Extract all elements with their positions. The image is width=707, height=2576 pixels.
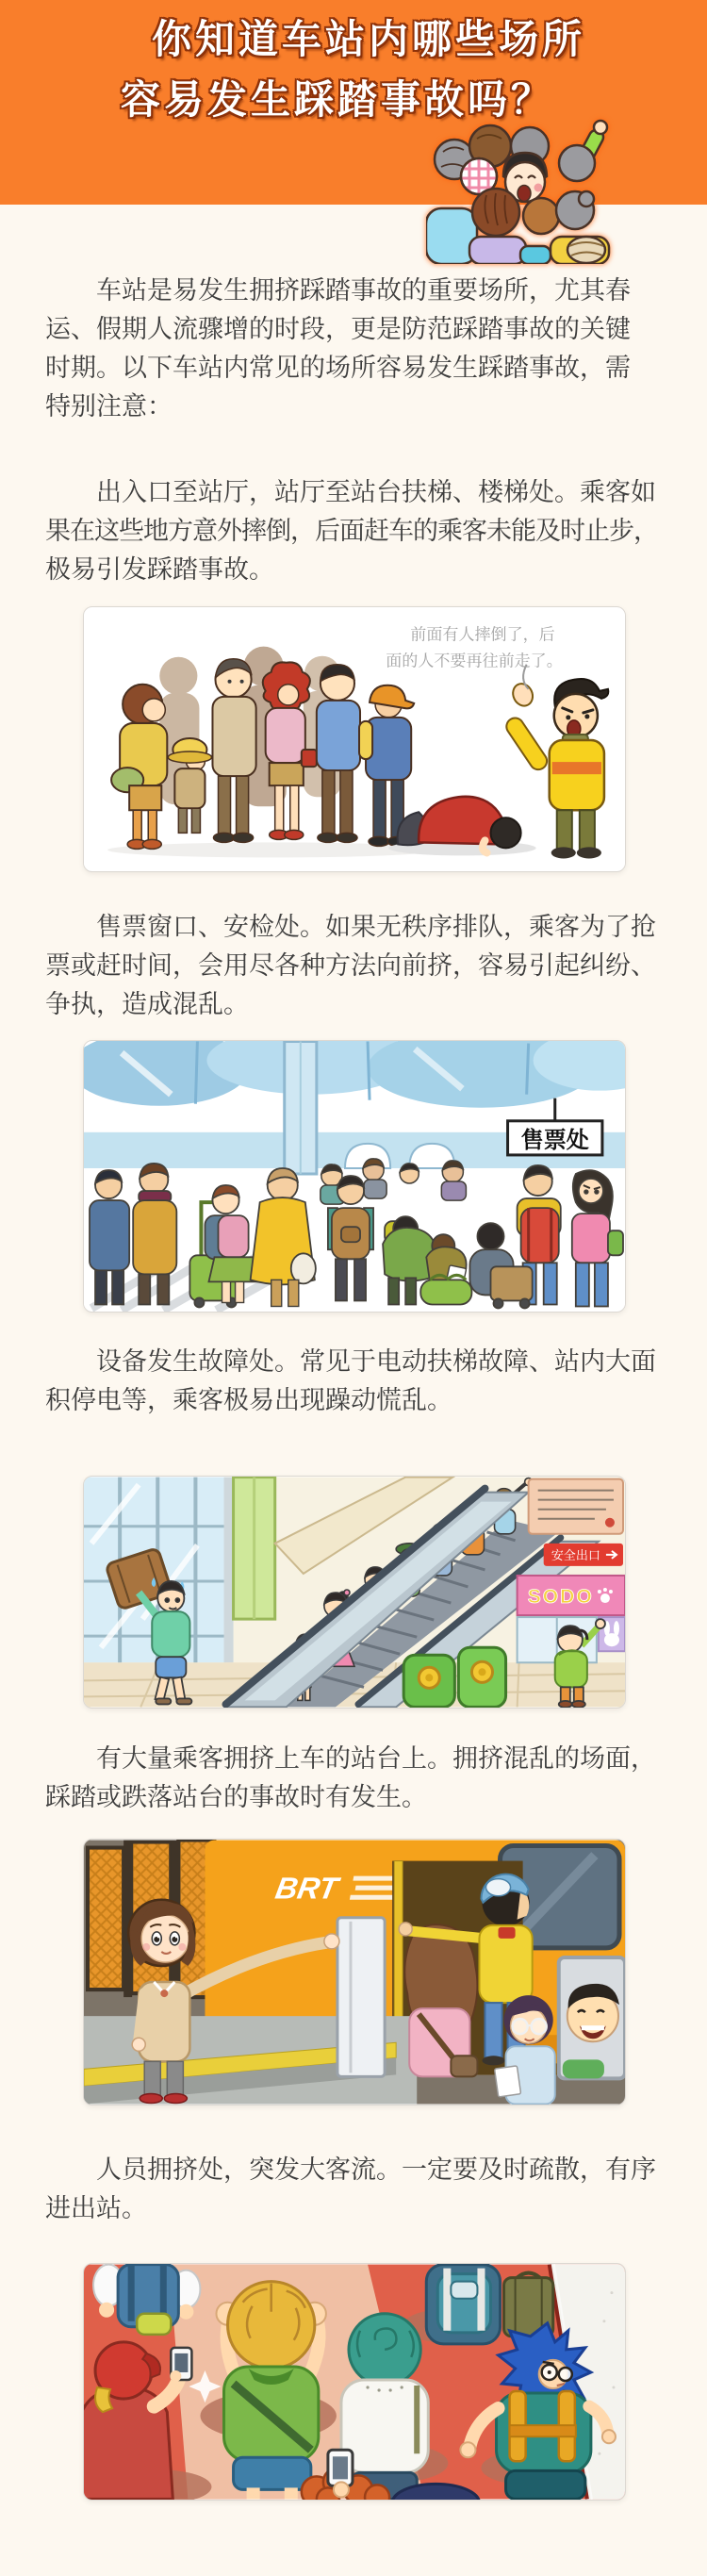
text-line: 运、假期人流骤增的时段，更是防范踩踏事故的关键 xyxy=(45,315,631,343)
ticket-hall-scene xyxy=(84,1041,625,1312)
paragraph-platform-crowding xyxy=(45,1740,662,1817)
illustration-ticket-hall xyxy=(83,1040,626,1313)
bus-boarding-scene xyxy=(84,1840,625,2105)
illustration-bus-boarding xyxy=(83,1839,626,2105)
text-line: 特别注意： xyxy=(45,392,173,421)
illustration-crowd-exit xyxy=(83,2263,626,2501)
paragraph-entrances-stairs xyxy=(45,473,662,589)
paragraph-evacuation xyxy=(45,2151,662,2228)
text-line: 踩踏或跌落站台的事故时有发生。 xyxy=(45,1783,427,1811)
text-line: 票或赶时间，会用尽各种方法向前挤，容易引起纠纷、 xyxy=(45,951,656,980)
illustration-queue-fall xyxy=(83,606,626,872)
text-line: 极易引发踩踏事故。 xyxy=(45,555,274,584)
text-line: 售票窗口、安检处。如果无秩序排队，乘客为了抢 xyxy=(96,913,656,941)
queue-fall-scene xyxy=(84,607,625,871)
text-line: 出入口至站厅，站厅至站台扶梯、楼梯处。乘客如 xyxy=(96,478,656,506)
text-line: 车站是易发生拥挤踩踏事故的重要场所，尤其春 xyxy=(96,276,631,305)
paragraph-intro xyxy=(45,272,662,426)
text-line: 争执，造成混乱。 xyxy=(45,990,249,1018)
text-line: 人员拥挤处，突发大客流。一定要及时疏散，有序 xyxy=(96,2155,656,2184)
crowd-exit-scene xyxy=(84,2264,625,2500)
crowd-illustration-icon xyxy=(426,118,615,264)
page-title xyxy=(0,9,707,130)
illustration-escalator xyxy=(83,1476,626,1709)
text-line: 有大量乘客拥挤上车的站台上。拥挤混乱的场面， xyxy=(96,1744,656,1773)
text-line: 果在这些地方意外摔倒，后面赶车的乘客未能及时止步， xyxy=(45,517,658,545)
ticket-office-sign: 售票处 xyxy=(520,1127,589,1153)
page-title-line2: 容易发生踩踏事故吗？ xyxy=(120,77,554,122)
speech-text-line2: 面的人不要再往前走了。 xyxy=(386,652,563,670)
page-title-line1: 你知道车站内哪些场所 xyxy=(151,17,585,61)
escalator-scene xyxy=(84,1477,625,1708)
store-sign-sodo: SODO xyxy=(527,1586,594,1609)
paragraph-equipment-failure xyxy=(45,1343,662,1420)
text-line: 进出站。 xyxy=(45,2194,147,2222)
speech-text-line1: 前面有人摔倒了，后 xyxy=(410,625,555,644)
paragraph-ticket-window xyxy=(45,908,662,1024)
safety-exit-sign: 安全出口 xyxy=(551,1547,600,1562)
text-line: 积停电等，乘客极易出现躁动慌乱。 xyxy=(45,1386,452,1414)
text-line: 时期。以下车站内常见的场所容易发生踩踏事故，需 xyxy=(45,354,631,382)
brt-logo: BRT xyxy=(272,1871,341,1906)
text-line: 设备发生故障处。常见于电动扶梯故障、站内大面 xyxy=(96,1347,656,1376)
